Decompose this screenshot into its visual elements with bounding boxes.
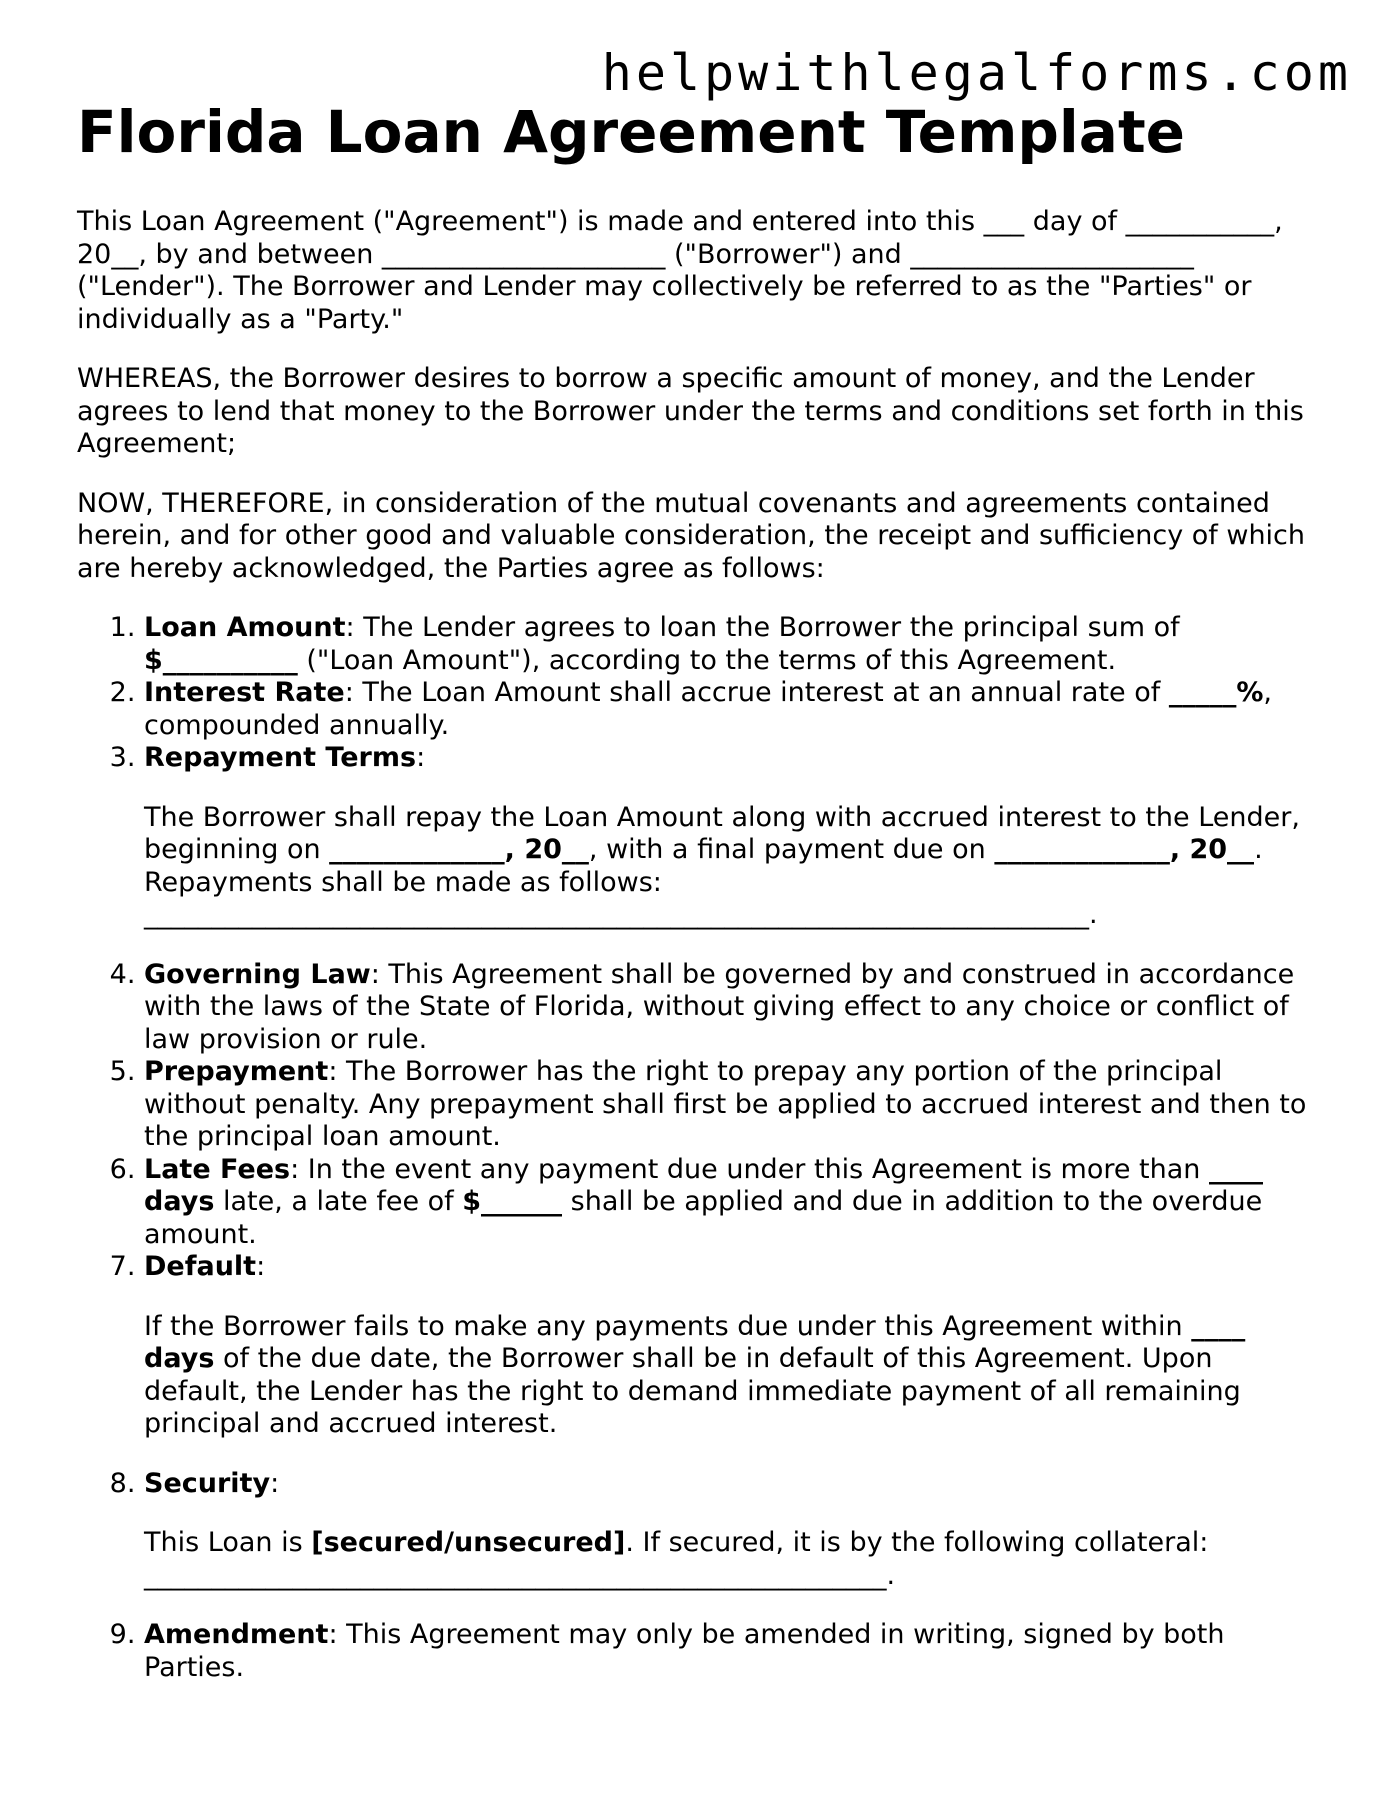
secured-option: [secured/unsecured] [311, 1527, 626, 1558]
fee-blank: $______ [462, 1186, 563, 1217]
item-text: : This Agreement shall be governed by and construed in accordance [370, 958, 1295, 990]
repayment-blank: ______________________________________________________________________. [144, 899, 1098, 930]
item-text: , with a final payment due on [588, 834, 995, 865]
item-text: amount. [144, 1218, 257, 1250]
item-text: : [270, 1467, 280, 1499]
item-text: If the Borrower fails to make any payments due under this Agreement within [144, 1310, 1192, 1342]
item-text: : [416, 742, 426, 773]
item-text: late, a late fee of [214, 1186, 463, 1217]
item-interest-rate [144, 677, 1317, 742]
days-label: days [144, 1343, 215, 1374]
item-text: without penalty. Any prepayment shall first be applied to accrued interest and then to [144, 1088, 1307, 1120]
item-text: of the due date, the Borrower shall be in default of this Agreement. Upon [214, 1343, 1213, 1374]
date-blank: _____________, 20__ [994, 834, 1255, 865]
item-text: The Borrower shall repay the Loan Amount along with accrued interest to the Lender, [144, 801, 1300, 833]
intro-line: 20__, by and between _____________________ ("Borrower") and _____________________ [77, 238, 1194, 270]
item-heading: Late Fees [144, 1153, 291, 1185]
item-text: : This Agreement may only be amended in writing, signed by both [328, 1619, 1225, 1650]
terms-list [77, 612, 1317, 1684]
whereas-paragraph [77, 363, 1317, 461]
item-heading: Repayment Terms [144, 742, 417, 773]
item-heading: Amendment [144, 1619, 329, 1650]
item-text: Parties. [144, 1651, 245, 1683]
item-text: , [1263, 677, 1272, 708]
item-governing-law [144, 959, 1317, 1057]
item-text: ("Loan Amount"), according to the terms of this Agreement. [297, 644, 1117, 676]
date-blank: _____________, 20__ [329, 834, 589, 865]
item-loan-amount [144, 612, 1317, 677]
item-text: shall be applied and due in addition to the overdue [562, 1186, 1263, 1217]
item-text: : The Lender agrees to loan the Borrower the principal sum of [345, 612, 1180, 643]
whereas-line: agrees to lend that money to the Borrower under the terms and conditions set forth in this [77, 395, 1304, 427]
watermark: helpwithlegalforms.com [601, 44, 1352, 102]
item-heading: Security [144, 1467, 271, 1499]
item-text: : The Borrower has the right to prepay any portion of the principal [328, 1056, 1223, 1087]
now-therefore-line: are hereby acknowledged, the Parties agree as follows: [77, 552, 825, 584]
item-text: . [1254, 834, 1263, 865]
item-text: principal and accrued interest. [144, 1408, 558, 1439]
item-prepayment [144, 1056, 1317, 1154]
item-late-fees [144, 1154, 1317, 1252]
item-text: default, the Lender has the right to demand immediate payment of all remaining [144, 1375, 1241, 1407]
now-therefore-paragraph [77, 488, 1317, 586]
item-text: law provision or rule. [144, 1023, 428, 1055]
item-text: the principal loan amount. [144, 1121, 501, 1152]
item-security [144, 1468, 1317, 1593]
days-blank: ____ [1191, 1310, 1246, 1342]
now-therefore-line: herein, and for other good and valuable consideration, the receipt and sufficiency of which [77, 520, 1306, 551]
item-repayment-terms [144, 742, 1317, 932]
whereas-line: Agreement; [77, 428, 237, 459]
intro-paragraph [77, 206, 1317, 336]
intro-line: ("Lender"). The Borrower and Lender may collectively be referred to as the "Parties" or [77, 271, 1252, 302]
repayment-details [144, 802, 1317, 932]
item-default [144, 1251, 1317, 1441]
intro-line: This Loan Agreement ("Agreement") is made and entered into this ___ day of ___________, [77, 206, 1283, 237]
item-heading: Prepayment [144, 1056, 329, 1087]
document-page [77, 98, 1317, 1684]
item-amendment [144, 1619, 1317, 1684]
item-heading: Interest Rate [144, 677, 345, 708]
security-details [144, 1527, 1317, 1592]
default-details [144, 1311, 1317, 1441]
days-blank: ____ [1208, 1153, 1263, 1185]
whereas-line: WHEREAS, the Borrower desires to borrow a specific amount of money, and the Lender [77, 363, 1255, 394]
item-heading: Loan Amount [144, 612, 346, 643]
now-therefore-line: NOW, THEREFORE, in consideration of the mutual covenants and agreements contained [77, 487, 1270, 519]
item-text: with the laws of the State of Florida, without giving effect to any choice or conflict of [144, 991, 1289, 1022]
item-text: : In the event any payment due under this Agreement is more than [290, 1153, 1209, 1185]
item-text: : The Loan Amount shall accrue interest at an annual rate of [344, 677, 1169, 708]
item-text: beginning on [144, 834, 330, 865]
page-title: Florida Loan Agreement Template [77, 98, 1186, 166]
days-label: days [144, 1186, 215, 1217]
item-heading: Default [144, 1251, 257, 1282]
item-text: : [256, 1251, 266, 1282]
rate-blank: _____% [1168, 677, 1264, 708]
item-text: compounded annually. [144, 709, 450, 741]
intro-line: individually as a "Party." [77, 303, 404, 335]
amount-blank: $__________ [144, 644, 298, 676]
item-text: . If secured, it is by the following collateral: [625, 1527, 1209, 1558]
item-text: Repayments shall be made as follows: [144, 866, 662, 898]
item-heading: Governing Law [144, 958, 371, 990]
collateral-blank: _______________________________________________________. [144, 1559, 896, 1591]
item-text: This Loan is [144, 1527, 312, 1558]
